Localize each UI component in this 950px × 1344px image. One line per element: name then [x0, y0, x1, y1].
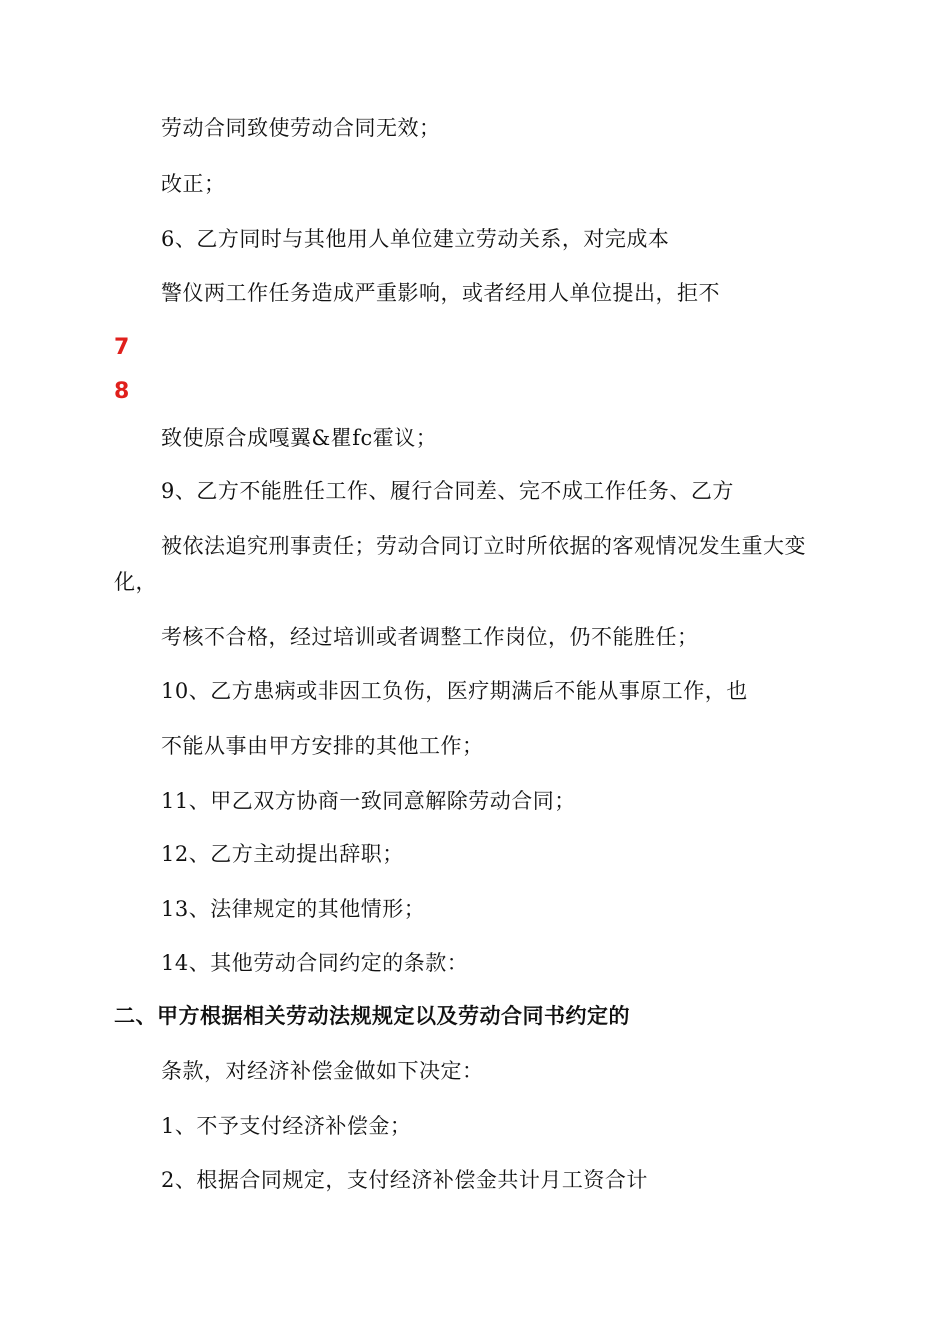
text-line: 9、乙方不能胜任工作、履行合同差、完不成工作任务、乙方 — [161, 479, 734, 503]
text-line: 1、不予支付经济补偿金； — [161, 1114, 412, 1138]
text-line: 14、其他劳动合同约定的条款： — [161, 951, 469, 975]
text-line: 条款，对经济补偿金做如下决定： — [161, 1059, 484, 1083]
text-line: 12、乙方主动提出辞职； — [161, 842, 404, 866]
text-line: 2、根据合同规定，支付经济补偿金共计月工资合计 — [161, 1168, 648, 1192]
text-line: 11、甲乙双方协商一致同意解除劳动合同； — [161, 789, 576, 813]
text-line: 被依法追究刑事责任；劳动合同订立时所依据的客观情况发生重大变 — [161, 534, 806, 558]
text-line: 劳动合同致使劳动合同无效； — [161, 116, 441, 140]
text-line: 10、乙方患病或非因工负伤，医疗期满后不能从事原工作，也 — [161, 679, 748, 703]
text-line: 13、法律规定的其他情形； — [161, 897, 426, 921]
text-line: 化， — [114, 570, 157, 594]
text-line: 改正； — [161, 172, 226, 196]
page-marker-number: 8 — [114, 379, 130, 404]
text-line: 考核不合格，经过培训或者调整工作岗位，仍不能胜任； — [161, 625, 699, 649]
text-line: 警仪两工作任务造成严重影响，或者经用人单位提出，拒不 — [161, 281, 720, 305]
text-line: 不能从事由甲方安排的其他工作； — [161, 734, 484, 758]
text-line: 致使原合成嘎翼&瞿fc霍议； — [161, 426, 438, 450]
text-line: 6、乙方同时与其他用人单位建立劳动关系，对完成本 — [161, 227, 670, 251]
page-marker-number: 7 — [114, 335, 130, 360]
section-heading: 二、甲方根据相关劳动法规规定以及劳动合同书约定的 — [114, 1004, 630, 1028]
